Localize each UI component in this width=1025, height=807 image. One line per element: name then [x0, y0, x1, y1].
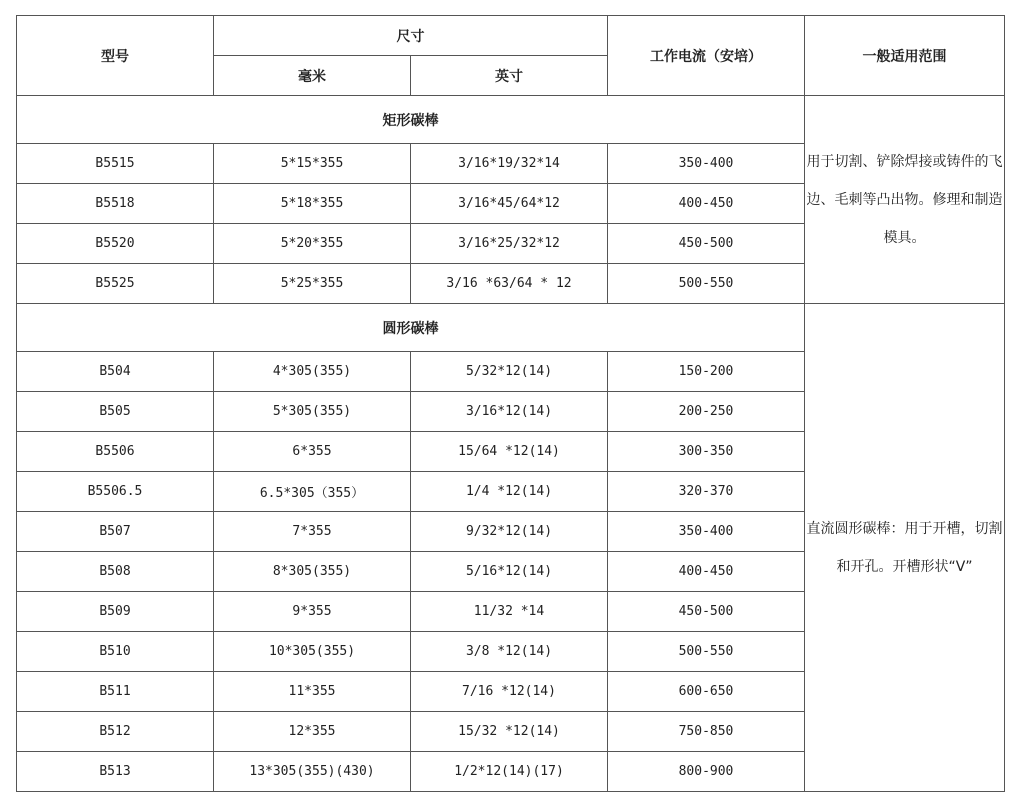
cell-mm: 4*305(355)	[214, 352, 411, 392]
carbon-rod-spec-table	[16, 15, 1005, 792]
cell-model: B509	[17, 592, 214, 632]
cell-model: B508	[17, 552, 214, 592]
header-usage: 一般适用范围	[805, 16, 1005, 96]
section-title-row	[17, 304, 1005, 352]
cell-current: 500-550	[608, 632, 805, 672]
cell-inch: 3/16*12(14)	[411, 392, 608, 432]
cell-inch: 1/2*12(14)(17)	[411, 752, 608, 792]
cell-current: 300-350	[608, 432, 805, 472]
cell-inch: 3/16*45/64*12	[411, 184, 608, 224]
cell-inch: 5/16*12(14)	[411, 552, 608, 592]
cell-current: 320-370	[608, 472, 805, 512]
cell-inch: 9/32*12(14)	[411, 512, 608, 552]
cell-mm: 10*305(355)	[214, 632, 411, 672]
cell-model: B505	[17, 392, 214, 432]
cell-current: 200-250	[608, 392, 805, 432]
cell-mm: 5*20*355	[214, 224, 411, 264]
cell-mm: 6*355	[214, 432, 411, 472]
section-title: 圆形碳棒	[17, 304, 805, 352]
cell-mm: 6.5*305（355）	[214, 472, 411, 512]
cell-model: B5525	[17, 264, 214, 304]
cell-inch: 1/4 *12(14)	[411, 472, 608, 512]
cell-model: B513	[17, 752, 214, 792]
cell-mm: 5*25*355	[214, 264, 411, 304]
cell-mm: 5*15*355	[214, 144, 411, 184]
cell-inch: 15/64 *12(14)	[411, 432, 608, 472]
cell-current: 350-400	[608, 512, 805, 552]
cell-mm: 9*355	[214, 592, 411, 632]
cell-current: 750-850	[608, 712, 805, 752]
usage-note: 直流圆形碳棒：用于开槽，切割和开孔。开槽形状“V”	[805, 304, 1005, 792]
header-inch: 英寸	[411, 56, 608, 96]
header-current: 工作电流（安培）	[608, 16, 805, 96]
cell-model: B5506.5	[17, 472, 214, 512]
cell-current: 150-200	[608, 352, 805, 392]
cell-current: 600-650	[608, 672, 805, 712]
cell-inch: 3/16*25/32*12	[411, 224, 608, 264]
cell-inch: 7/16 *12(14)	[411, 672, 608, 712]
cell-mm: 7*355	[214, 512, 411, 552]
section-title: 矩形碳棒	[17, 96, 805, 144]
cell-inch: 5/32*12(14)	[411, 352, 608, 392]
cell-model: B5506	[17, 432, 214, 472]
table-header	[17, 16, 1005, 96]
cell-model: B511	[17, 672, 214, 712]
cell-current: 450-500	[608, 224, 805, 264]
cell-model: B5518	[17, 184, 214, 224]
cell-mm: 8*305(355)	[214, 552, 411, 592]
cell-inch: 11/32 *14	[411, 592, 608, 632]
usage-note: 用于切割、铲除焊接或铸件的飞边、毛刺等凸出物。修理和制造模具。	[805, 96, 1005, 304]
cell-model: B507	[17, 512, 214, 552]
cell-model: B5520	[17, 224, 214, 264]
cell-mm: 13*305(355)(430)	[214, 752, 411, 792]
cell-mm: 5*305(355)	[214, 392, 411, 432]
header-model: 型号	[17, 16, 214, 96]
table-body	[17, 96, 1005, 792]
cell-inch: 3/16*19/32*14	[411, 144, 608, 184]
cell-current: 350-400	[608, 144, 805, 184]
cell-current: 450-500	[608, 592, 805, 632]
cell-mm: 5*18*355	[214, 184, 411, 224]
cell-current: 400-450	[608, 552, 805, 592]
header-mm: 毫米	[214, 56, 411, 96]
cell-model: B510	[17, 632, 214, 672]
cell-current: 400-450	[608, 184, 805, 224]
cell-current: 800-900	[608, 752, 805, 792]
cell-inch: 3/16 *63/64 * 12	[411, 264, 608, 304]
cell-inch: 3/8 *12(14)	[411, 632, 608, 672]
cell-mm: 11*355	[214, 672, 411, 712]
cell-inch: 15/32 *12(14)	[411, 712, 608, 752]
section-title-row	[17, 96, 1005, 144]
cell-model: B512	[17, 712, 214, 752]
cell-mm: 12*355	[214, 712, 411, 752]
cell-model: B504	[17, 352, 214, 392]
header-size: 尺寸	[214, 16, 608, 56]
cell-current: 500-550	[608, 264, 805, 304]
cell-model: B5515	[17, 144, 214, 184]
